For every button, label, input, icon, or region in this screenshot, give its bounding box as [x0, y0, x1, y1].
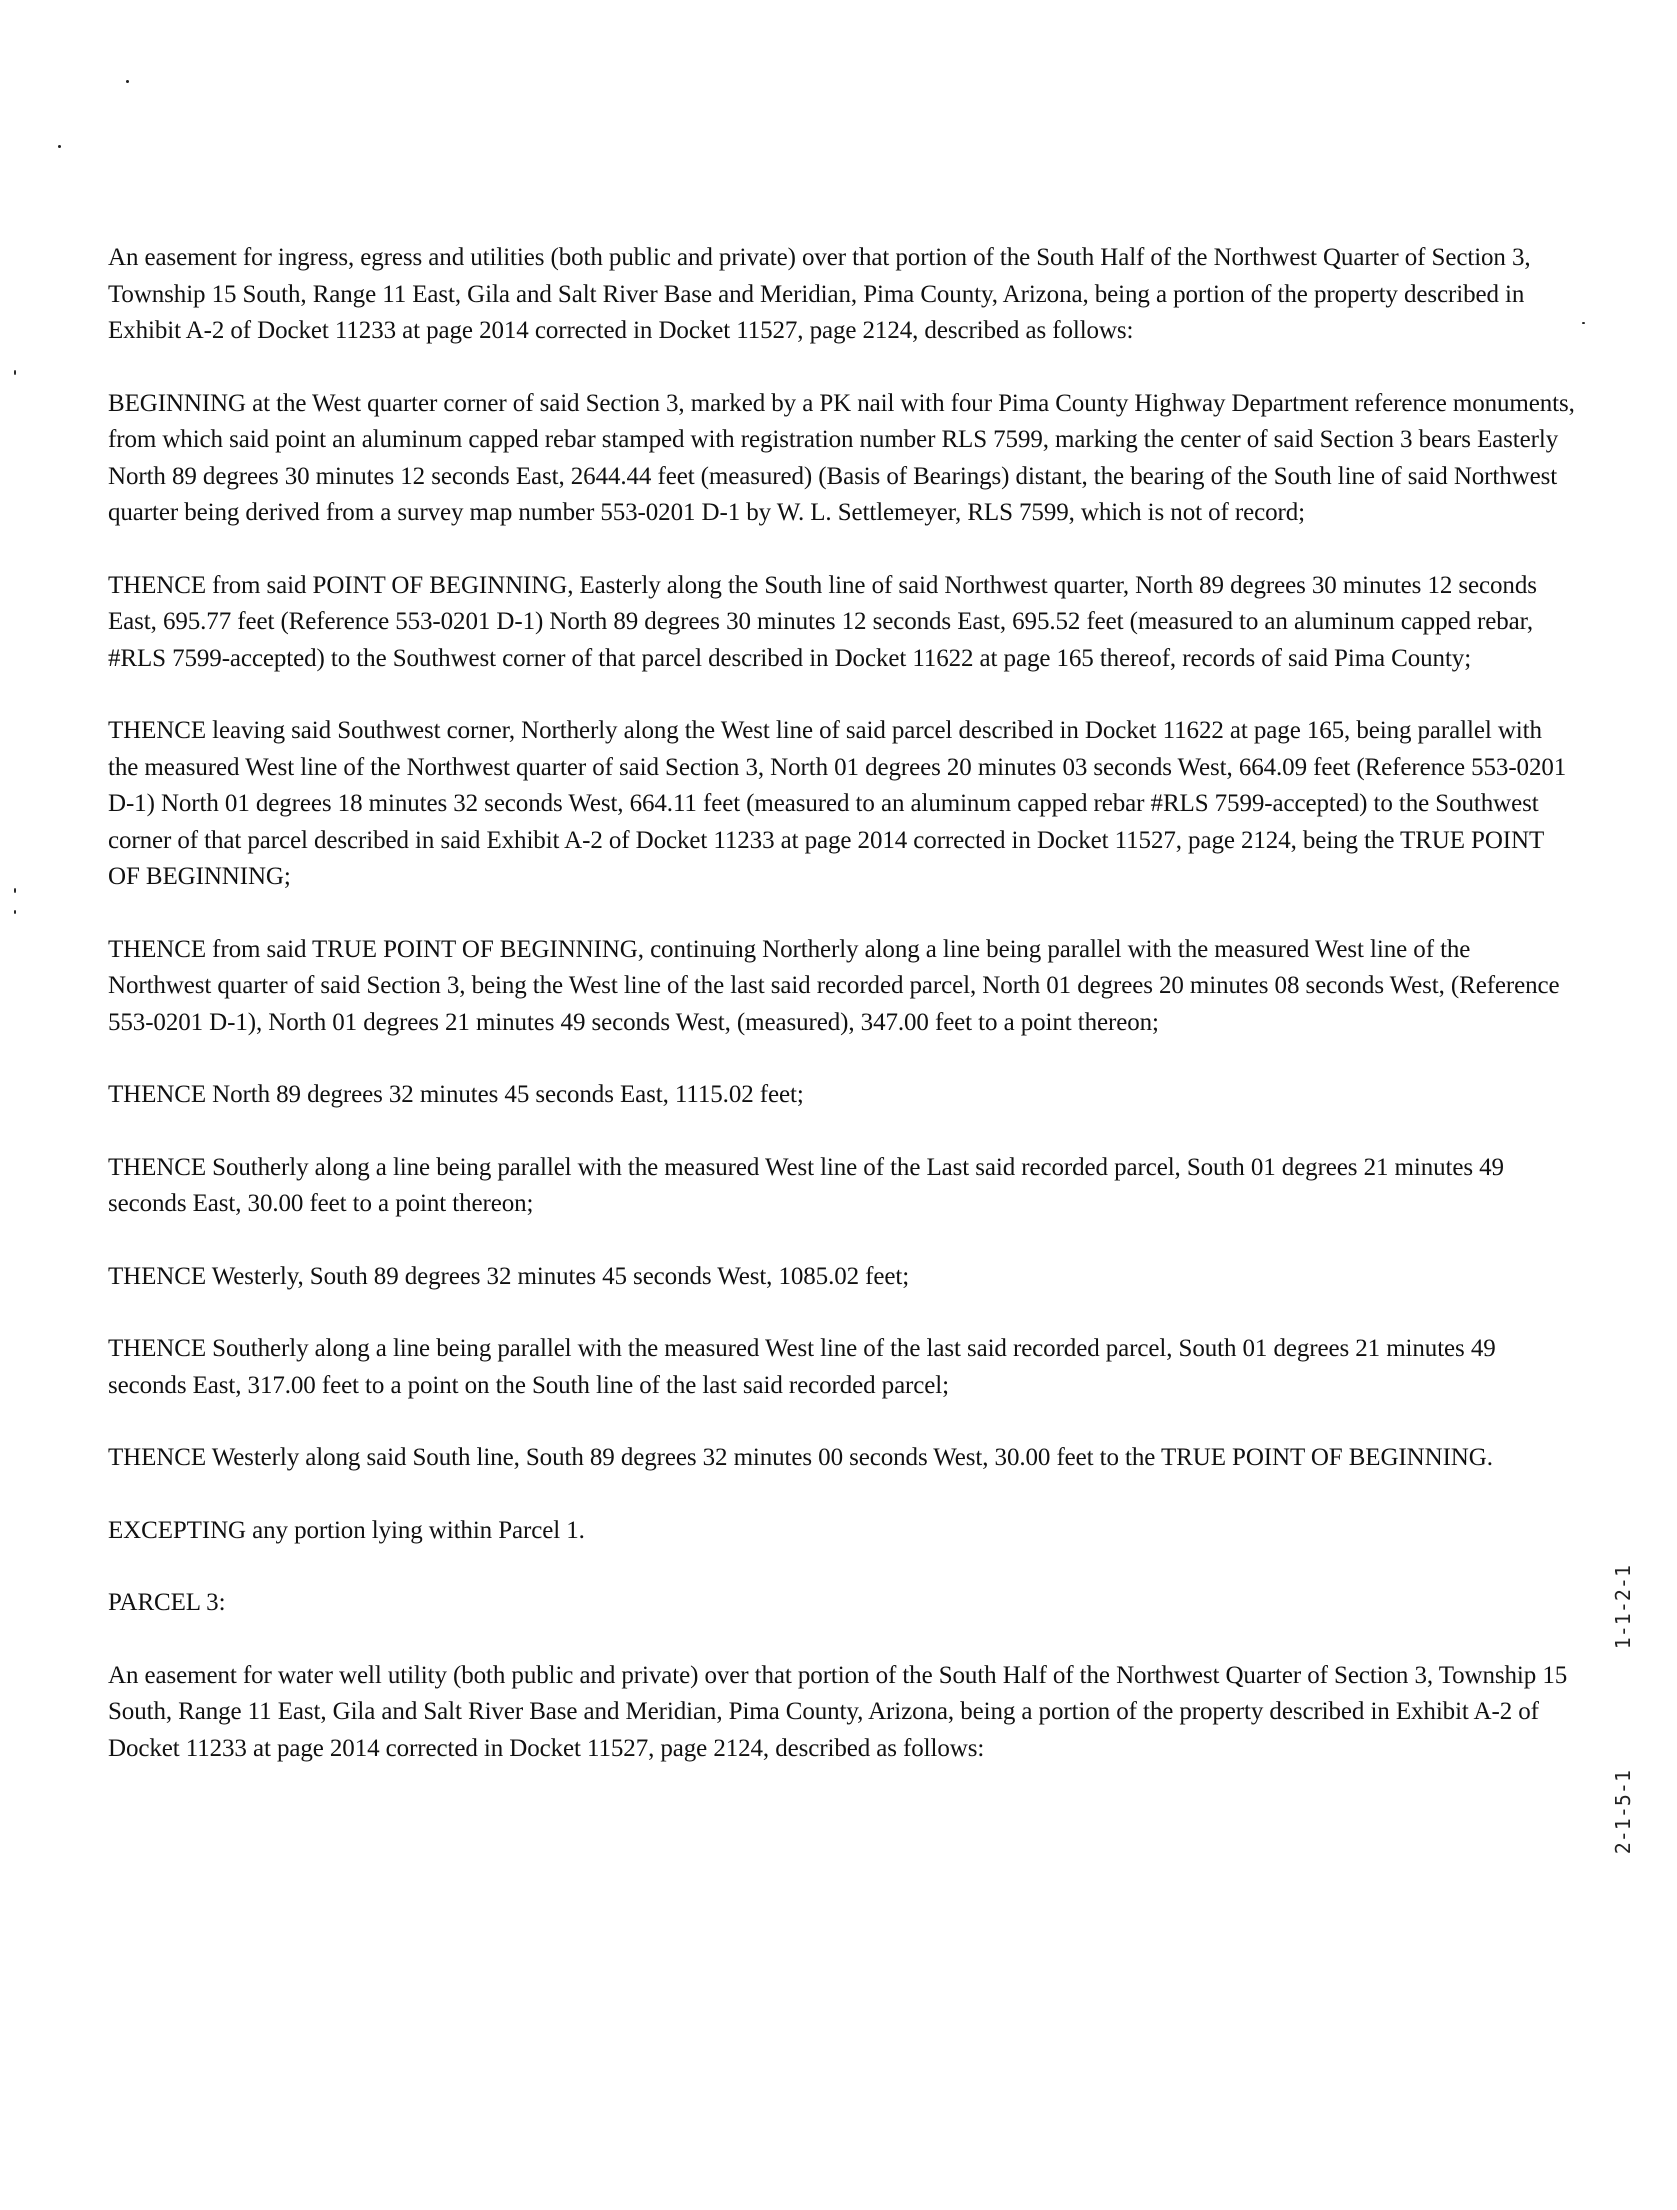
paragraph-thence-westerly-2: THENCE Westerly along said South line, South 89 degrees 32 minutes 00 seconds West, 30.00 feet to the TRUE POINT OF BEGINNING. [108, 1444, 1493, 1471]
scan-speck [1582, 322, 1585, 324]
paragraph-easement-intro: An easement for ingress, egress and utilities (both public and private) over that portion of the South Half of the Northwest Quarter of Section 3, Township 15 South, Range 11 East, Gila and Salt River Base and Meridian, Pima County, Arizona, being a portion of the property described in Exhibit A-2 of Docket 11233 at page 2014 corrected in Docket 11527, page 2124, described as follows: [108, 244, 1531, 344]
paragraph-thence-northerly: THENCE leaving said Southwest corner, Northerly along the West line of said parcel described in Docket 11622 at page 165, being parallel with the measured West line of the Northwest quarter of said Section 3, North 01 degrees 20 minutes 03 seconds West, 664.09 feet (Reference 553-0201 D-1) North 01 degrees 18 minutes 32 seconds West, 664.11 feet (measured to an aluminum capped rebar #RLS 7599-accepted) to the Southwest corner of that parcel described in said Exhibit A-2 of Docket 11233 at page 2014 corrected in Docket 11527, page 2124, being the TRUE POINT OF BEGINNING; [108, 717, 1567, 890]
paragraph-thence-southerly-1: THENCE Southerly along a line being parallel with the measured West line of the Last said recorded parcel, South 01 degrees 21 minutes 49 seconds East, 30.00 feet to a point thereon; [108, 1153, 1504, 1217]
margin-recording-stamp-upper: 1-1-2-1 [1611, 1565, 1635, 1650]
paragraph-true-point: THENCE from said TRUE POINT OF BEGINNING, continuing Northerly along a line being parallel with the measured West line of the Northwest quarter of said Section 3, being the West line of the last said recorded parcel, North 01 degrees 20 minutes 08 seconds West, (Reference 553-0201 D-1), North 01 degrees 21 minutes 49 seconds West, (measured), 347.00 feet to a point thereon; [108, 935, 1560, 1036]
paragraph-excepting: EXCEPTING any portion lying within Parcel 1. [108, 1516, 585, 1544]
paragraph-thence-easterly: THENCE from said POINT OF BEGINNING, Easterly along the South line of said Northwest quarter, North 89 degrees 30 minutes 12 seconds East, 695.77 feet (Reference 553-0201 D-1) North 89 degrees 30 minutes 12 seconds East, 695.52 feet (measured to an aluminum capped rebar, #RLS 7599-accepted) to the Southwest corner of that parcel described in Docket 11622 at page 165 thereof, records of said Pima County; [108, 571, 1537, 672]
margin-recording-stamp-lower: 2-1-5-1 [1611, 1770, 1635, 1855]
paragraph-thence-southerly-2: THENCE Southerly along a line being parallel with the measured West line of the last said recorded parcel, South 01 degrees 21 minutes 49 seconds East, 317.00 feet to a point on the South line of the last said recorded parcel; [108, 1335, 1496, 1399]
paragraph-parcel-3-easement: An easement for water well utility (both public and private) over that portion of the South Half of the Northwest Quarter of Section 3, Township 15 South, Range 11 East, Gila and Salt River Base and Meridian, Pima County, Arizona, being a portion of the property described in Exhibit A-2 of Docket 11233 at page 2014 corrected in Docket 11527, page 2124, described as follows: [108, 1661, 1568, 1762]
scan-speck [58, 145, 61, 148]
scan-speck [14, 370, 16, 375]
paragraph-beginning: BEGINNING at the West quarter corner of said Section 3, marked by a PK nail with four Pima County Highway Department reference monuments, from which said point an aluminum capped rebar stamped with registration number RLS 7599, marking the center of said Section 3 bears Easterly North 89 degrees 30 minutes 12 seconds East, 2644.44 feet (measured) (Basis of Bearings) distant, the bearing of the South line of said Northwest quarter being derived from a survey map number 553-0201 D-1 by W. L. Settlemeyer, RLS 7599, which is not of record; [108, 389, 1575, 526]
paragraph-thence-westerly-1: THENCE Westerly, South 89 degrees 32 minutes 45 seconds West, 1085.02 feet; [108, 1262, 910, 1290]
document-body [108, 240, 1578, 1803]
paragraph-thence-north-89: THENCE North 89 degrees 32 minutes 45 seconds East, 1115.02 feet; [108, 1081, 804, 1108]
parcel-3-heading: PARCEL 3: [108, 1589, 226, 1616]
scan-speck [14, 888, 16, 893]
scan-speck [126, 80, 129, 83]
scan-speck [14, 910, 16, 914]
